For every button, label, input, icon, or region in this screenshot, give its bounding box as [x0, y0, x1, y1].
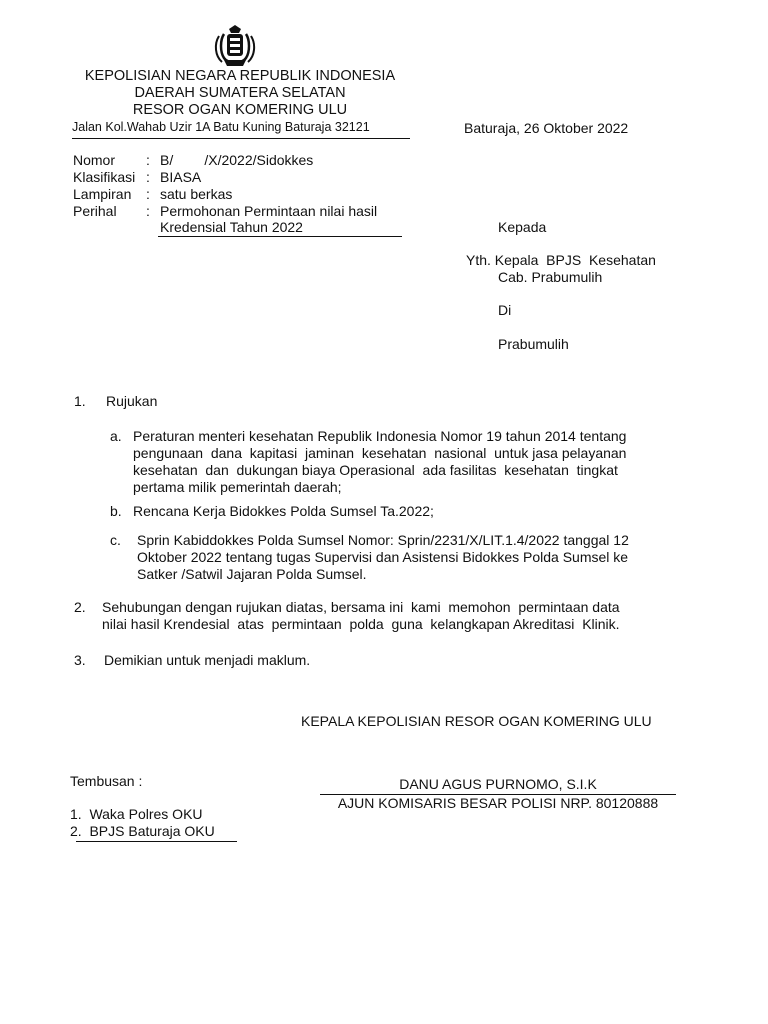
- klasifikasi-value: BIASA: [160, 169, 202, 185]
- item-a-line-4: pertama milik pemerintah daerah;: [133, 479, 342, 495]
- lampiran-value: satu berkas: [160, 186, 233, 202]
- lampiran-colon: :: [146, 186, 150, 202]
- p2-line-1: Sehubungan dengan rujukan diatas, bersama ini kami memohon permintaan data: [102, 599, 620, 615]
- p3-line-1: Demikian untuk menjadi maklum.: [104, 652, 311, 668]
- klasifikasi-label: Klasifikasi: [73, 169, 136, 185]
- item-a-line-3: kesehatan dan dukungan biaya Operasional ada fasilitas kesehatan tingkat: [133, 462, 618, 478]
- header-divider: [72, 138, 410, 139]
- perihal-value-2: Kredensial Tahun 2022: [160, 219, 303, 235]
- item-a-line-1: Peraturan menteri kesehatan Republik Indonesia Nomor 19 tahun 2014 tentang: [133, 428, 627, 444]
- cc-label: Tembusan :: [70, 773, 143, 789]
- header-address: Jalan Kol.Wahab Uzir 1A Batu Kuning Baturaja 32121: [72, 120, 370, 134]
- header-line-2: DAERAH SUMATERA SELATAN: [134, 85, 346, 101]
- perihal-underline: [158, 236, 402, 237]
- cc-item-1: 1. Waka Polres OKU: [70, 806, 203, 822]
- perihal-label: Perihal: [73, 203, 117, 219]
- nomor-label: Nomor: [73, 152, 116, 168]
- p3-number: 3.: [74, 652, 86, 668]
- header-line-1: KEPOLISIAN NEGARA REPUBLIK INDONESIA: [84, 68, 396, 84]
- item-c-mark: c.: [110, 532, 121, 548]
- perihal-colon: :: [146, 203, 150, 219]
- p2-line-2: nilai hasil Krendesial atas permintaan polda guna kelangkapan Akreditasi Klinik.: [102, 616, 620, 632]
- p1-number: 1.: [74, 393, 86, 409]
- cc-underline: [76, 841, 237, 842]
- recipient-kepada: Kepada: [498, 219, 547, 235]
- item-c-line-3: Satker /Satwil Jajaran Polda Sumsel.: [137, 566, 367, 582]
- recipient-cab: Cab. Prabumulih: [498, 269, 603, 285]
- signature-title: KEPALA KEPOLISIAN RESOR OGAN KOMERING ULU: [301, 713, 652, 729]
- place-date: Baturaja, 26 Oktober 2022: [464, 120, 629, 136]
- item-a-mark: a.: [110, 428, 122, 444]
- signature-rank: AJUN KOMISARIS BESAR POLISI NRP. 80120888: [337, 795, 659, 811]
- p1-title: Rujukan: [106, 393, 158, 409]
- p2-number: 2.: [74, 599, 86, 615]
- perihal-value-1: Permohonan Permintaan nilai hasil: [160, 203, 378, 219]
- recipient-yth: Yth. Kepala BPJS Kesehatan: [466, 252, 656, 268]
- police-emblem-icon: [210, 22, 260, 70]
- lampiran-label: Lampiran: [73, 186, 132, 202]
- item-b-mark: b.: [110, 503, 122, 519]
- klasifikasi-colon: :: [146, 169, 150, 185]
- cc-item-2: 2. BPJS Baturaja OKU: [70, 823, 215, 839]
- nomor-value: B/ /X/2022/Sidokkes: [160, 152, 314, 168]
- recipient-city: Prabumulih: [498, 336, 569, 352]
- item-a-line-2: pengunaan dana kapitasi jaminan kesehatan nasional untuk jasa pelayanan: [133, 445, 627, 461]
- nomor-colon: :: [146, 152, 150, 168]
- recipient-di: Di: [498, 302, 512, 318]
- item-c-line-2: Oktober 2022 tentang tugas Supervisi dan Asistensi Bidokkes Polda Sumsel ke: [137, 549, 629, 565]
- signature-name: DANU AGUS PURNOMO, S.I.K: [399, 776, 597, 792]
- item-b-line-1: Rencana Kerja Bidokkes Polda Sumsel Ta.2022;: [133, 503, 434, 519]
- header-line-3: RESOR OGAN KOMERING ULU: [132, 102, 348, 118]
- item-c-line-1: Sprin Kabiddokkes Polda Sumsel Nomor: Sprin/2231/X/LIT.1.4/2022 tanggal 12: [137, 532, 629, 548]
